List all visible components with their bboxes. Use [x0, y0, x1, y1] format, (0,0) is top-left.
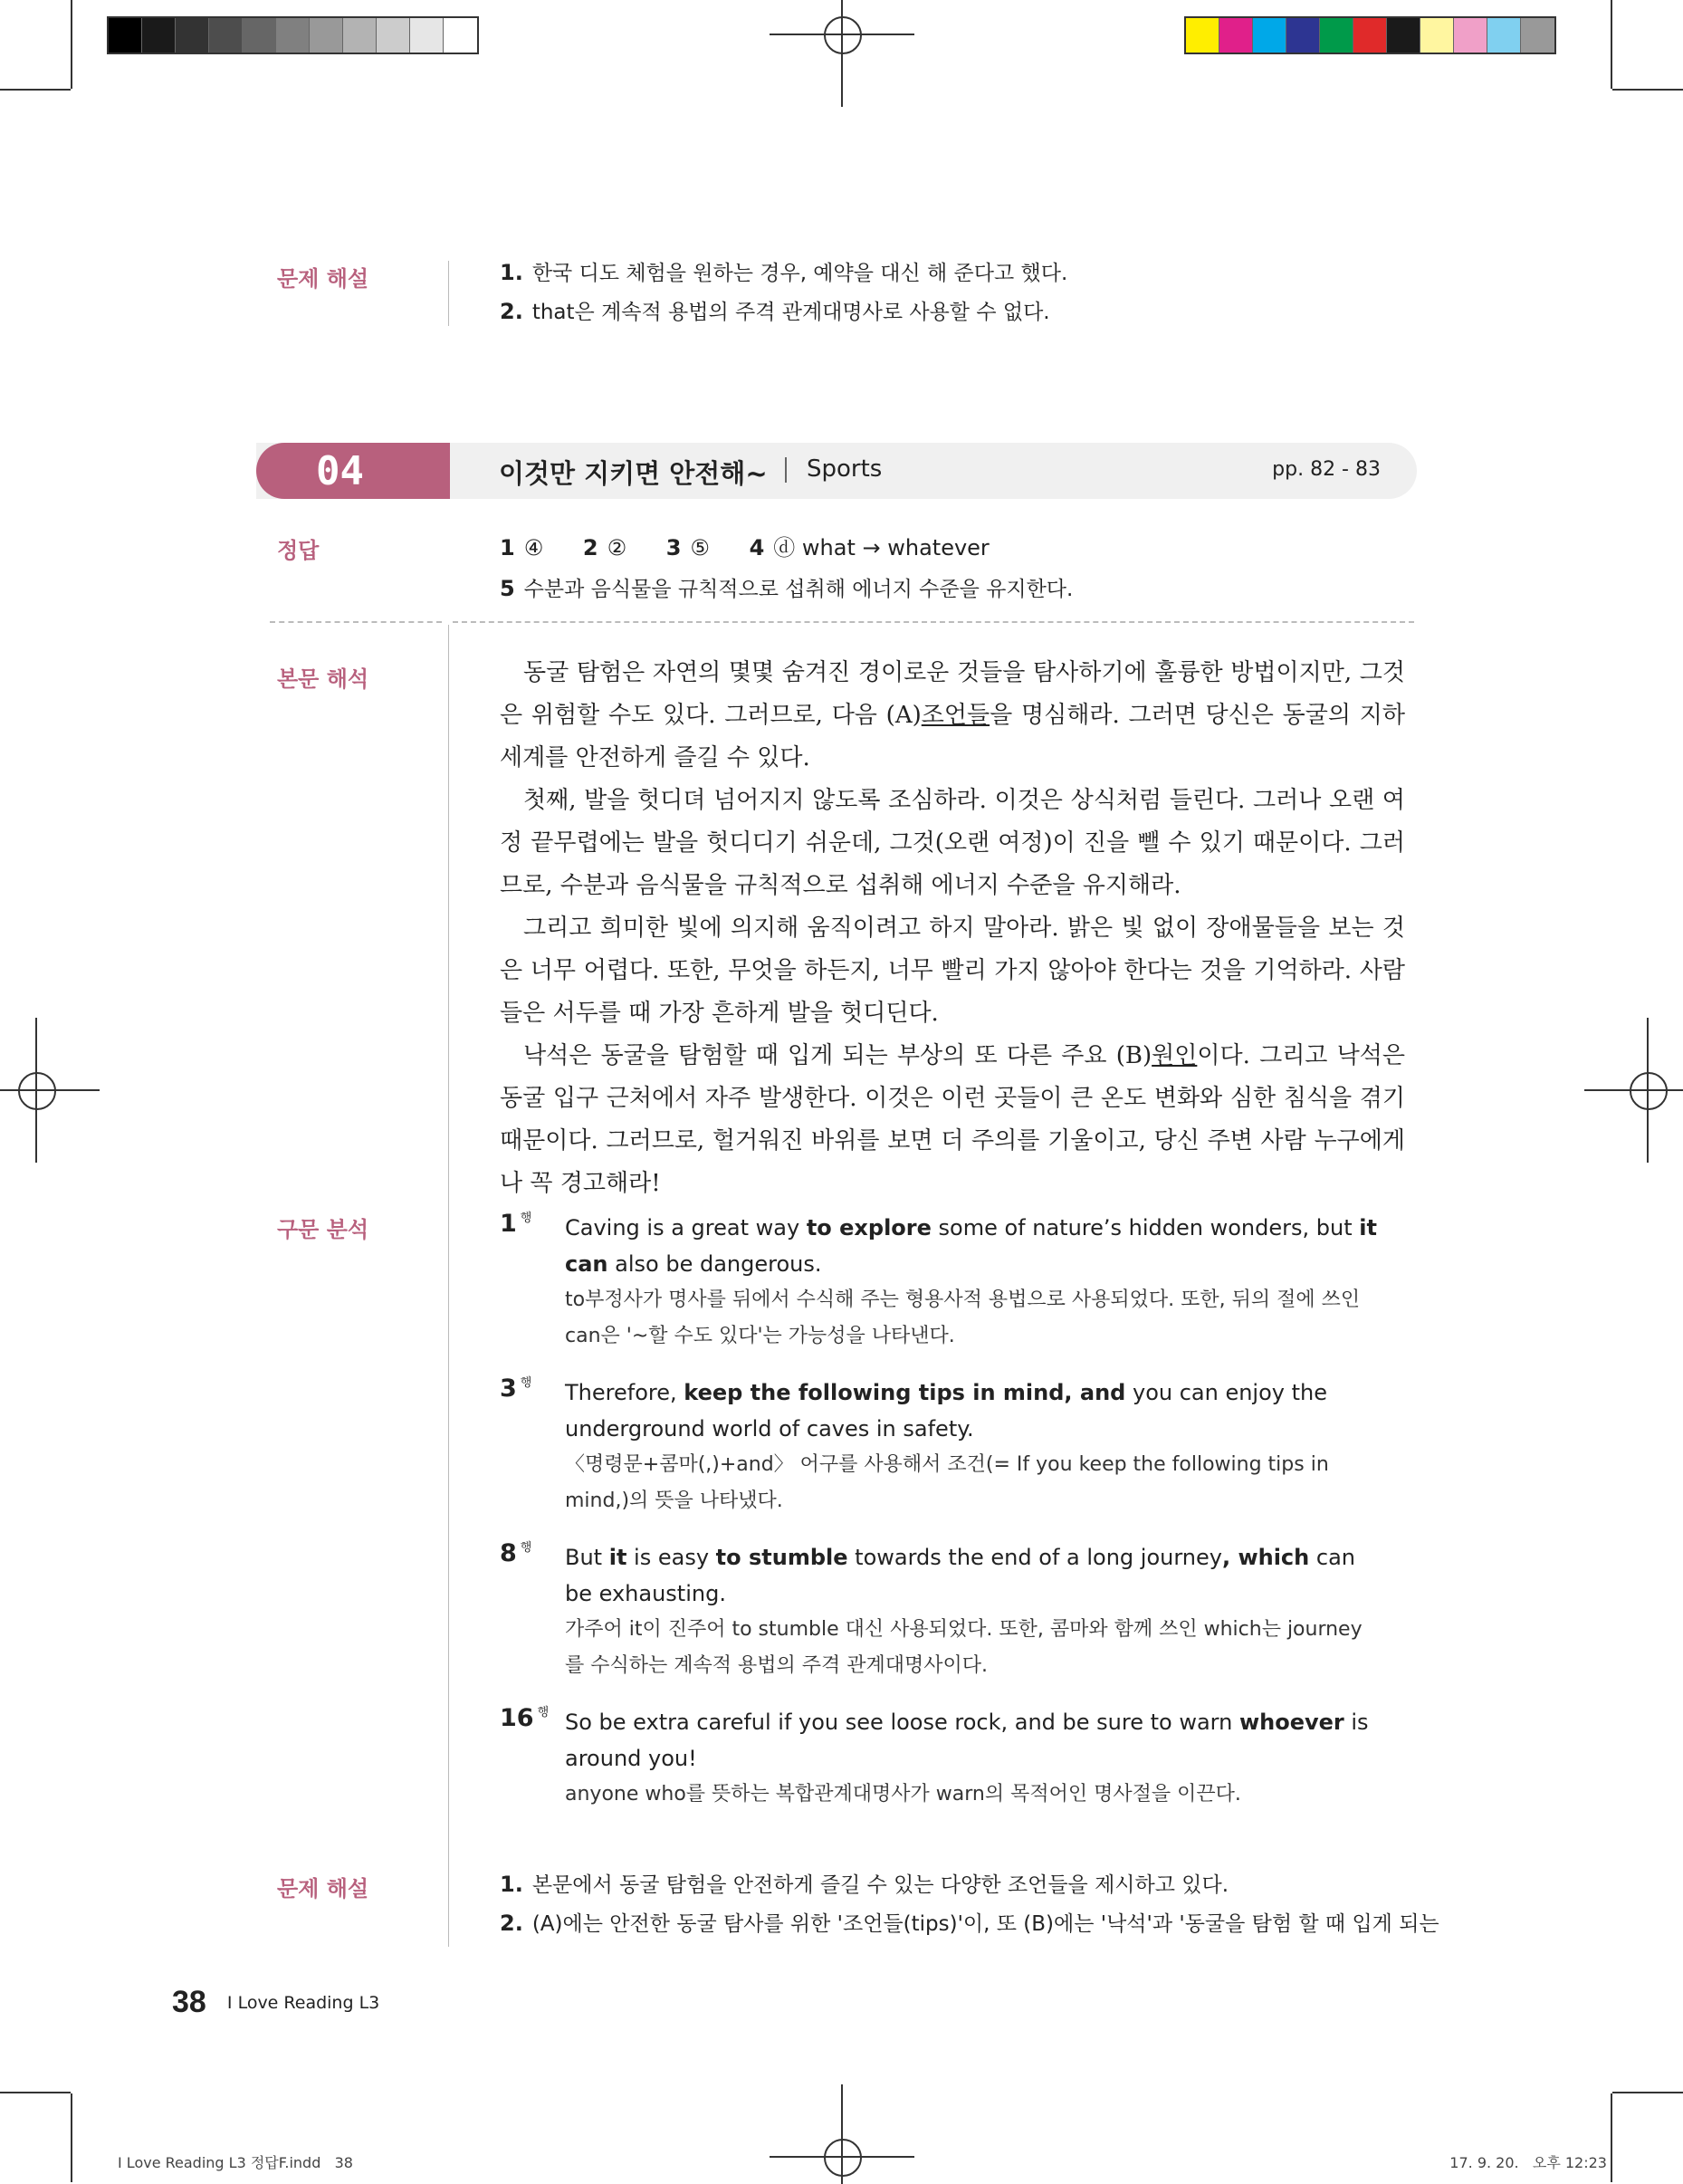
syntax-label: 구문 분석	[277, 1217, 369, 1242]
title-separator	[785, 457, 787, 483]
english-sentence: But it is easy to stumble towards the end of a long journey, which can be exhausting.	[565, 1545, 1355, 1606]
list-item: 1. 한국 디도 체험을 원하는 경우, 예약을 대신 해 준다고 했다.	[500, 260, 1068, 285]
unit-category: Sports	[807, 455, 883, 483]
answers-label: 정답	[277, 538, 320, 563]
dashed-divider	[453, 621, 1414, 623]
unit-title: 이것만 지키면 안전해~	[499, 458, 768, 489]
list-item: 2. (A)에는 안전한 동굴 탐사를 위한 '조언들(tips)'이, 또 (B)에는 '낙석'과 '동굴을 탐험 할 때 입게 되는	[500, 1911, 1439, 1936]
divider	[448, 625, 449, 1947]
list-item: 2. that은 계속적 용법의 주격 관계대명사로 사용할 수 없다.	[500, 299, 1050, 324]
korean-note: 가주어 it이 진주어 to stumble 대신 사용되었다. 또한, 콤마와 함께 쓰인 which는 journey를 수식하는 계속적 용법의 주격 관계대명사이다.	[565, 1618, 1363, 1677]
top-explanation-label: 문제 해설	[277, 266, 369, 292]
korean-note: anyone who를 뜻하는 복합관계대명사가 warn의 목적어인 명사절을 이끈다.	[565, 1783, 1241, 1806]
unit-pages: pp. 82 - 83	[1272, 458, 1381, 481]
unit-number-badge	[256, 443, 450, 499]
paragraph: 낙석은 동굴을 탐험할 때 입게 되는 부상의 또 다른 주요 (B)원인이다. 그리고 낙석은 동굴 입구 근처에서 자주 발생한다. 이것은 이런 곳들이 큰 온도 변화와 심한 침식을 겪기 때문이다. 그러므로, 헐거워진 바위를 보면 더 주의를 기울이고, 당신 주변 사람 누구에게나 꼭 경고해라!	[500, 1042, 1405, 1197]
color-bar	[1184, 16, 1556, 54]
answer-item: 3 ⑤	[665, 535, 710, 560]
dashed-divider	[270, 621, 442, 623]
answer-item: 2 ②	[582, 535, 627, 560]
english-sentence: Therefore, keep the following tips in mind, and you can enjoy the underground world of caves in safety.	[565, 1380, 1328, 1442]
answer-item-5: 5 수분과 음식물을 규칙적으로 섭취해 에너지 수준을 유지한다.	[500, 576, 1074, 601]
timestamp: 17. 9. 20. 오후 12:23	[1449, 2154, 1607, 2171]
registration-mark-left	[9, 1063, 63, 1117]
korean-note: to부정사가 명사를 뒤에서 수식해 주는 형용사적 용법으로 사용되었다. 또한, 뒤의 절에 쓰인 can은 '~할 수도 있다'는 가능성을 나타낸다.	[565, 1288, 1361, 1347]
list-item: 1. 본문에서 동굴 탐험을 안전하게 즐길 수 있는 다양한 조언들을 제시하고 있다.	[500, 1872, 1229, 1897]
answer-item: 4 ⓓ what → whatever	[749, 535, 990, 560]
file-info: I Love Reading L3 정답F.indd 38	[118, 2154, 353, 2171]
registration-mark-bottom	[815, 2130, 869, 2184]
translation-text	[500, 652, 1405, 1205]
registration-mark-top	[815, 7, 869, 62]
paragraph: 그리고 희미한 빛에 의지해 움직이려고 하지 말아라. 밝은 빛 없이 장애물들을 보는 것은 너무 어렵다. 또한, 무엇을 하든지, 너무 빨리 가지 않아야 한다는 것을 기억하라. 사람들은 서두를 때 가장 흔하게 발을 헛디딘다.	[500, 915, 1405, 1027]
bottom-explanation-label: 문제 해설	[277, 1876, 369, 1901]
page-footer	[172, 1985, 379, 2020]
korean-note: 〈명령문+콤마(,)+and〉 어구를 사용해서 조건(= If you keep the following tips in mind,)의 뜻을 나타냈다.	[565, 1453, 1329, 1512]
registration-mark-right	[1621, 1063, 1675, 1117]
answer-item: 1 ④	[500, 535, 544, 560]
unit-header	[256, 443, 1417, 499]
english-sentence: Caving is a great way to explore some of nature’s hidden wonders, but it can also be dangerous.	[565, 1215, 1377, 1277]
bottom-explanation-list	[500, 1865, 1439, 1943]
book-title: I Love Reading L3	[226, 1993, 380, 2013]
page-number: 38	[172, 1985, 206, 2019]
paragraph: 동굴 탐험은 자연의 몇몇 숨겨진 경이로운 것들을 탐사하기에 훌륭한 방법이지만, 그것은 위험할 수도 있다. 그러므로, 다음 (A)조언들을 명심해라. 그러면 당신은 동굴의 지하 세계를 안전하게 즐길 수 있다.	[500, 659, 1405, 771]
translation-label: 본문 해석	[277, 666, 369, 692]
answers-row	[500, 529, 990, 567]
divider	[448, 261, 449, 326]
grayscale-bar	[107, 16, 479, 54]
top-explanation-list	[500, 254, 1405, 331]
english-sentence: So be extra careful if you see loose rock, and be sure to warn whoever is around you!	[565, 1710, 1369, 1771]
paragraph: 첫째, 발을 헛디뎌 넘어지지 않도록 조심하라. 이것은 상식처럼 들린다. 그러나 오랜 여정 끝무렵에는 발을 헛디디기 쉬운데, 그것(오랜 여정)이 진을 뺄 수 있기 때문이다. 그러므로, 수분과 음식물을 규칙적으로 섭취해 에너지 수준을 유지해라.	[500, 787, 1405, 899]
unit-number: 04	[316, 448, 364, 494]
